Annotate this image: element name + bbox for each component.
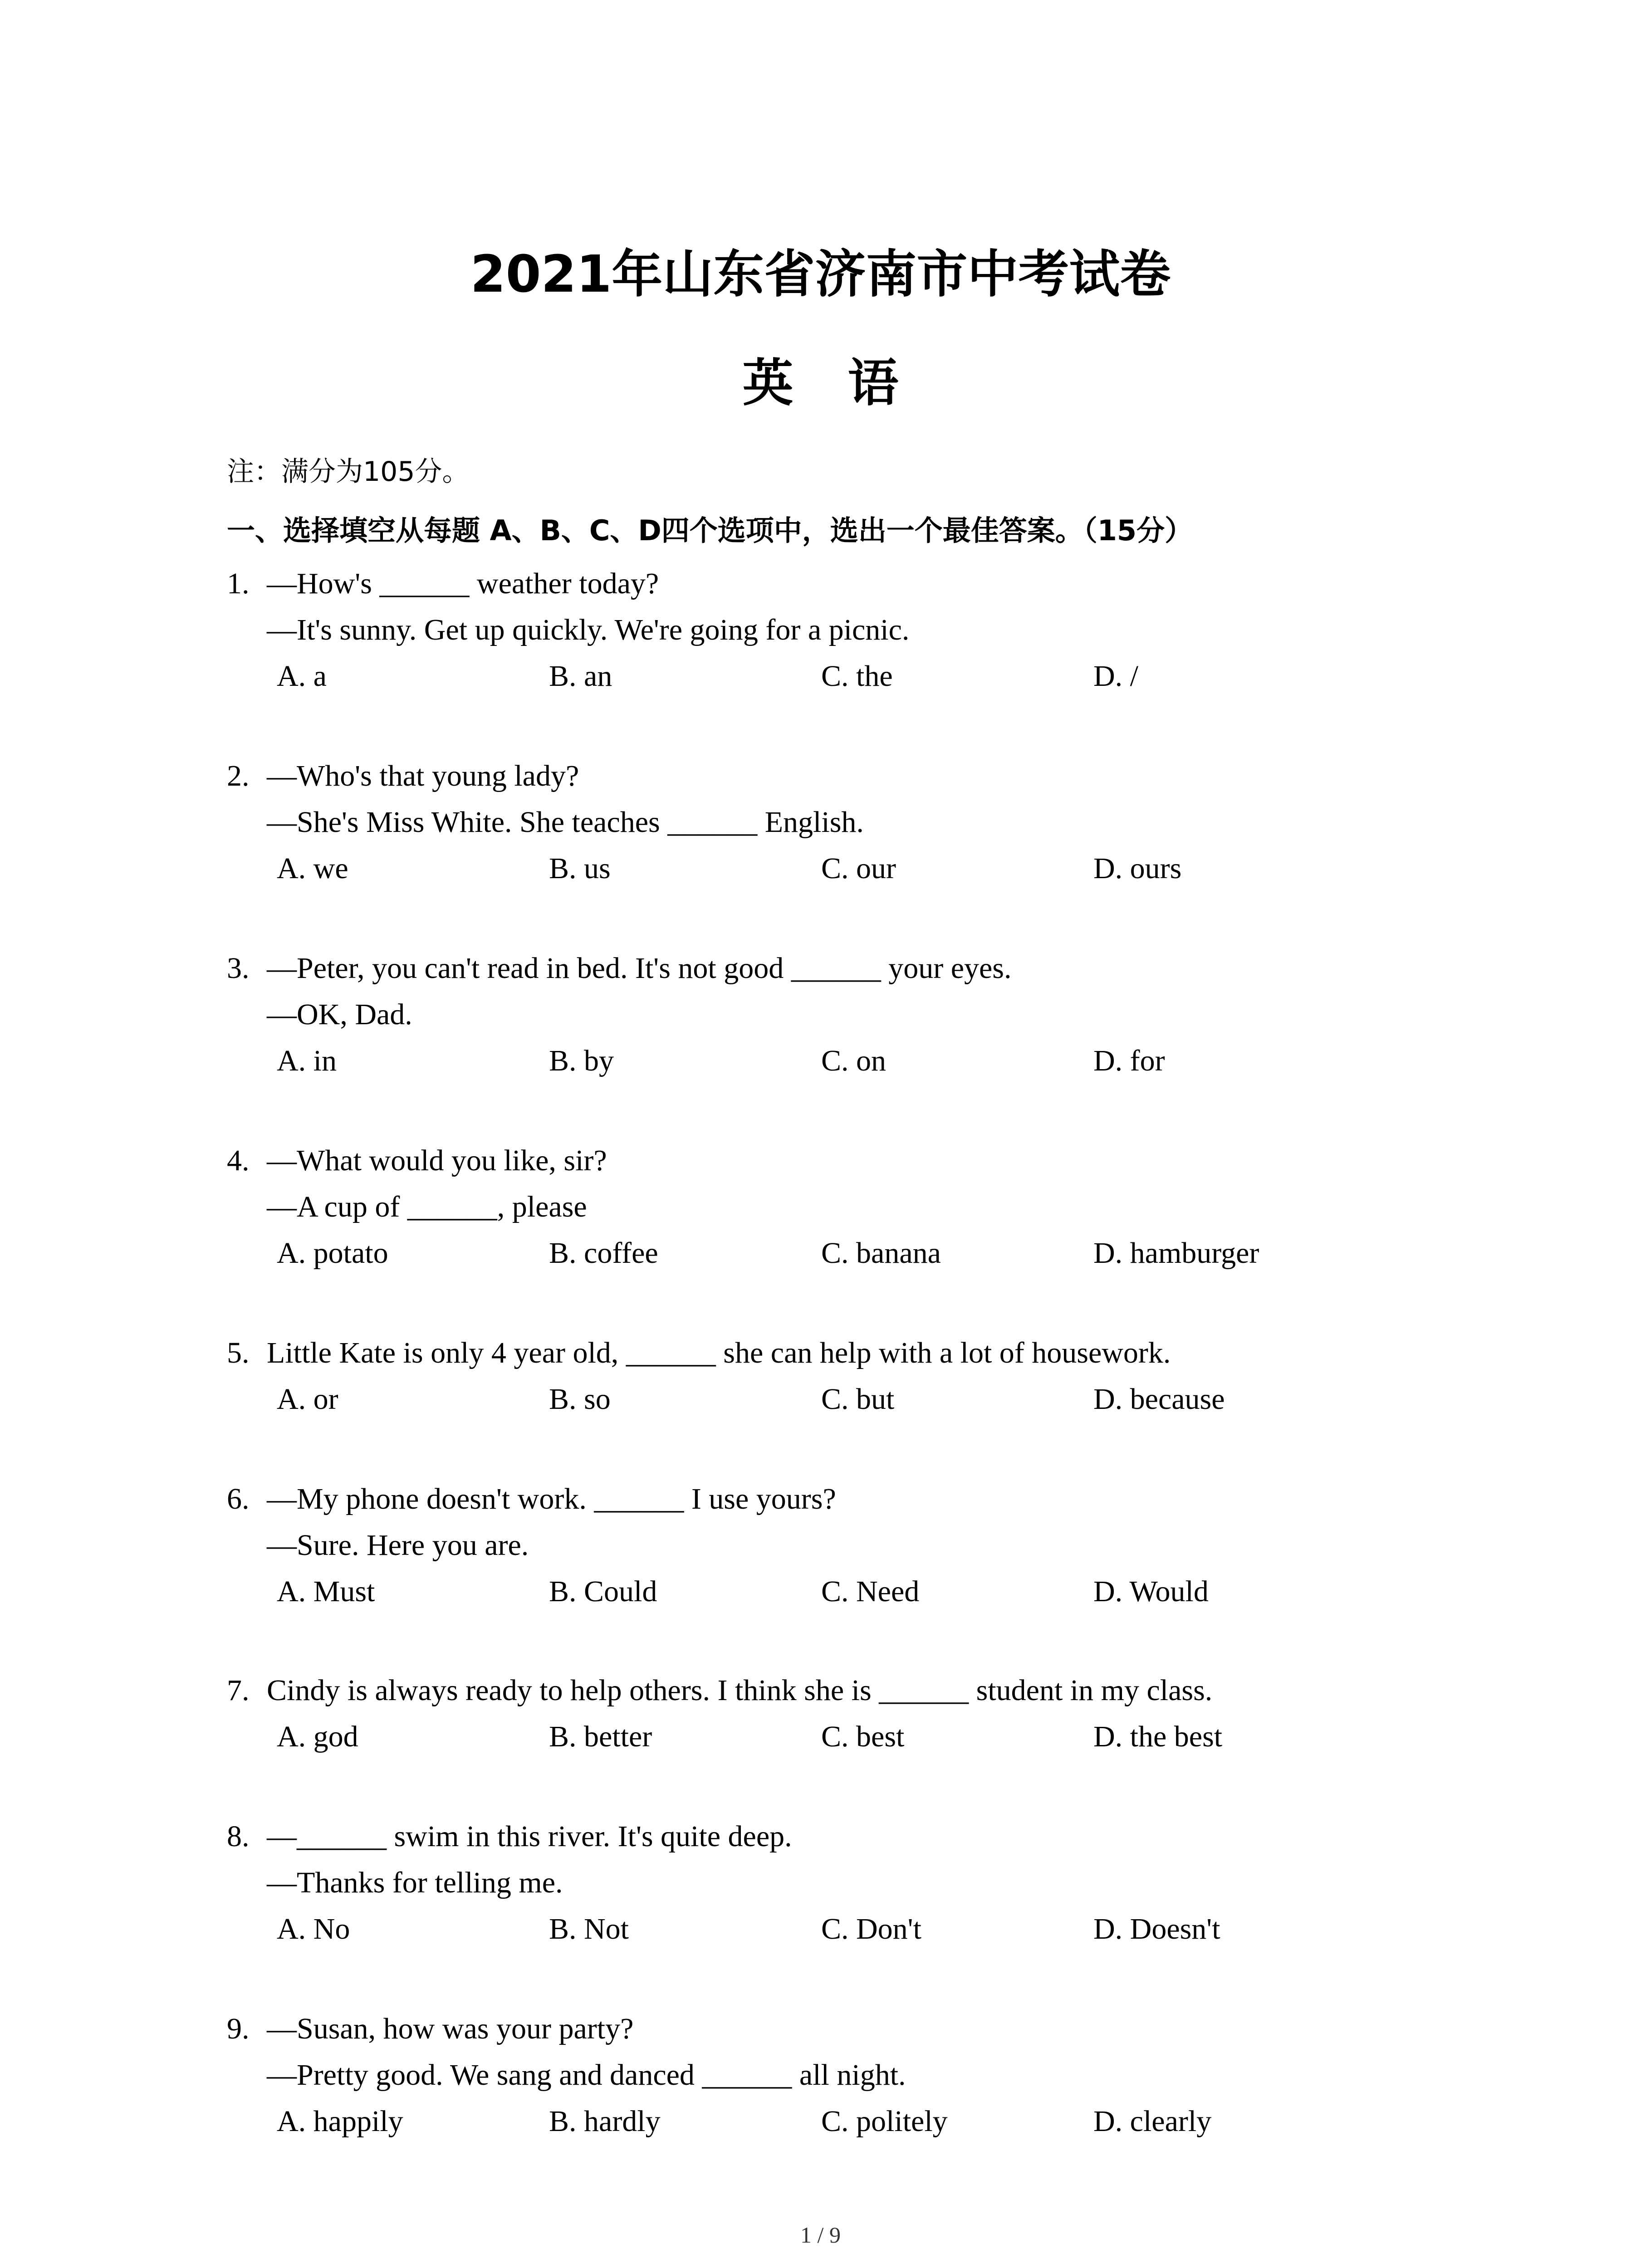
option-b: B. coffee: [549, 1237, 658, 1270]
question-number: 7.: [227, 1674, 250, 1707]
option-d: D. the best: [1093, 1720, 1223, 1753]
question-number: 8.: [227, 1820, 250, 1853]
question-response: —A cup of ______, please: [267, 1190, 587, 1223]
option-d: D. because: [1093, 1383, 1225, 1416]
page-number: 1 / 9: [800, 2222, 841, 2248]
question-number: 4.: [227, 1144, 250, 1177]
option-a: A. a: [277, 660, 327, 693]
subject-title: 英语: [742, 353, 953, 413]
option-c: C. best: [821, 1720, 905, 1753]
option-a: A. happily: [277, 2105, 403, 2138]
question-stem: —______ swim in this river. It's quite deep.: [267, 1820, 792, 1853]
option-c: C. our: [821, 852, 896, 885]
option-b: B. Not: [549, 1912, 629, 1945]
option-b: B. by: [549, 1044, 614, 1077]
option-c: C. the: [821, 660, 893, 693]
question-number: 3.: [227, 952, 250, 985]
option-c: C. banana: [821, 1237, 941, 1270]
page-title: 2021年山东省济南市中考试卷: [470, 245, 1171, 304]
option-b: B. hardly: [549, 2105, 661, 2138]
option-d: D. clearly: [1093, 2105, 1212, 2138]
question-1: [227, 561, 1452, 699]
options-row: [227, 653, 1452, 699]
option-c: C. politely: [821, 2105, 948, 2138]
question-stem: —How's ______ weather today?: [267, 567, 659, 600]
question-number: 9.: [227, 2012, 250, 2045]
option-a: A. potato: [277, 1237, 388, 1270]
question-4: [227, 1138, 1452, 1276]
question-stem: —Peter, you can't read in bed. It's not good ______ your eyes.: [267, 952, 1012, 985]
option-d: D. /: [1093, 660, 1138, 693]
option-b: B. better: [549, 1720, 652, 1753]
option-d: D. Would: [1093, 1575, 1209, 1608]
option-b: B. us: [549, 852, 611, 885]
question-9: [227, 2006, 1452, 2145]
question-response: —OK, Dad.: [267, 998, 412, 1031]
question-7: [227, 1667, 1452, 1760]
option-c: C. Don't: [821, 1912, 921, 1945]
option-b: B. Could: [549, 1575, 657, 1608]
question-stem: —What would you like, sir?: [267, 1144, 607, 1177]
question-stem: —Who's that young lady?: [267, 759, 579, 792]
question-response: —It's sunny. Get up quickly. We're going for a picnic.: [267, 613, 910, 646]
options-row: [227, 1714, 1452, 1760]
option-a: A. god: [277, 1720, 358, 1753]
option-d: D. hamburger: [1093, 1237, 1259, 1270]
question-response: —Sure. Here you are.: [267, 1529, 529, 1562]
option-a: A. Must: [277, 1575, 375, 1608]
question-5: [227, 1330, 1452, 1422]
question-response: —She's Miss White. She teaches ______ English.: [267, 806, 864, 839]
options-row: [227, 1906, 1452, 1952]
option-a: A. in: [277, 1044, 337, 1077]
options-row: [227, 1230, 1452, 1276]
question-stem: —Susan, how was your party?: [267, 2012, 634, 2045]
option-a: A. we: [277, 852, 348, 885]
option-c: C. Need: [821, 1575, 920, 1608]
option-d: D. for: [1093, 1044, 1165, 1077]
score-note: 注：满分为105分。: [227, 456, 470, 488]
options-row: [227, 1376, 1452, 1422]
question-3: [227, 945, 1452, 1084]
question-6: [227, 1476, 1452, 1615]
section-heading: 一、选择填空从每题 A、B、C、D四个选项中，选出一个最佳答案。（15分）: [227, 514, 1193, 547]
options-row: [227, 846, 1452, 892]
option-b: B. an: [549, 660, 612, 693]
question-2: [227, 753, 1452, 892]
option-c: C. on: [821, 1044, 887, 1077]
question-response: —Thanks for telling me.: [267, 1866, 563, 1899]
option-b: B. so: [549, 1383, 611, 1416]
question-number: 5.: [227, 1336, 250, 1369]
option-d: D. Doesn't: [1093, 1912, 1220, 1945]
options-row: [227, 1569, 1452, 1615]
question-stem: Cindy is always ready to help others. I think she is ______ student in my class.: [267, 1674, 1213, 1707]
options-row: [227, 1038, 1452, 1084]
options-row: [227, 2098, 1452, 2145]
option-c: C. but: [821, 1383, 895, 1416]
question-number: 1.: [227, 567, 250, 600]
option-a: A. or: [277, 1383, 338, 1416]
option-d: D. ours: [1093, 852, 1182, 885]
option-a: A. No: [277, 1912, 350, 1945]
question-number: 2.: [227, 759, 250, 792]
question-number: 6.: [227, 1482, 250, 1515]
question-8: [227, 1813, 1452, 1952]
question-stem: Little Kate is only 4 year old, ______ she can help with a lot of housework.: [267, 1336, 1171, 1369]
question-response: —Pretty good. We sang and danced ______ all night.: [267, 2058, 906, 2092]
question-stem: —My phone doesn't work. ______ I use yours?: [267, 1482, 836, 1515]
